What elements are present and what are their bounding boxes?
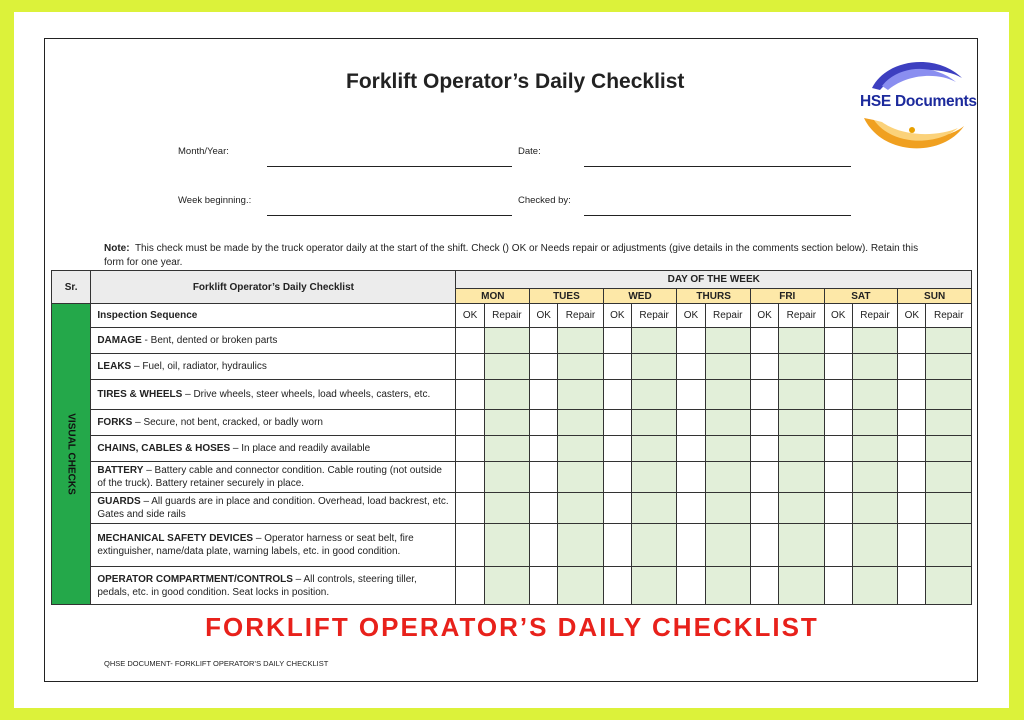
ok-checkbox-sun[interactable]: [898, 328, 926, 354]
ok-checkbox-mon[interactable]: [456, 493, 484, 524]
repair-checkbox-fri[interactable]: [779, 328, 824, 354]
repair-checkbox-sun[interactable]: [926, 524, 972, 567]
checklist-row: [52, 328, 972, 354]
inspection-item: [91, 410, 456, 436]
ok-checkbox-wed[interactable]: [603, 462, 631, 493]
repair-checkbox-thurs[interactable]: [705, 380, 750, 410]
ok-subheader: OK: [824, 304, 852, 328]
ok-checkbox-tues[interactable]: [530, 410, 558, 436]
ok-checkbox-mon[interactable]: [456, 567, 484, 605]
repair-checkbox-sat[interactable]: [852, 462, 897, 493]
logo-text: HSE Documents: [860, 93, 977, 110]
ok-checkbox-fri[interactable]: [750, 493, 778, 524]
repair-checkbox-tues[interactable]: [558, 524, 603, 567]
repair-checkbox-fri[interactable]: [779, 462, 824, 493]
inspection-item-desc: – Operator harness or seat belt, fire extinguisher, name/data plate, warning labels, etc. in good condition.: [97, 533, 414, 557]
repair-checkbox-mon[interactable]: [484, 493, 529, 524]
ok-checkbox-sat[interactable]: [824, 436, 852, 462]
checklist-row: [52, 436, 972, 462]
table-main-header: Forklift Operator’s Daily Checklist: [91, 271, 456, 304]
day-header-wed: WED: [603, 289, 677, 304]
repair-checkbox-wed[interactable]: [631, 493, 676, 524]
repair-subheader: Repair: [926, 304, 972, 328]
repair-subheader: Repair: [779, 304, 824, 328]
checked-by-field[interactable]: [584, 215, 851, 216]
repair-checkbox-mon[interactable]: [484, 380, 529, 410]
day-of-week-header: DAY OF THE WEEK: [456, 271, 972, 289]
inspection-item-desc: – Secure, not bent, cracked, or badly worn: [132, 417, 323, 428]
repair-checkbox-tues[interactable]: [558, 567, 603, 605]
repair-subheader: Repair: [705, 304, 750, 328]
ok-checkbox-tues[interactable]: [530, 354, 558, 380]
ok-checkbox-wed[interactable]: [603, 354, 631, 380]
repair-checkbox-fri[interactable]: [779, 567, 824, 605]
repair-checkbox-thurs[interactable]: [705, 354, 750, 380]
inspection-item-desc: - Bent, dented or broken parts: [141, 335, 278, 346]
ok-checkbox-thurs[interactable]: [677, 354, 705, 380]
ok-checkbox-wed[interactable]: [603, 567, 631, 605]
ok-checkbox-sun[interactable]: [898, 410, 926, 436]
ok-subheader: OK: [456, 304, 484, 328]
ok-checkbox-fri[interactable]: [750, 436, 778, 462]
repair-checkbox-tues[interactable]: [558, 462, 603, 493]
ok-checkbox-wed[interactable]: [603, 524, 631, 567]
repair-checkbox-sun[interactable]: [926, 567, 972, 605]
ok-checkbox-tues[interactable]: [530, 328, 558, 354]
ok-subheader: OK: [603, 304, 631, 328]
ok-checkbox-sat[interactable]: [824, 380, 852, 410]
ok-checkbox-sun[interactable]: [898, 567, 926, 605]
repair-checkbox-tues[interactable]: [558, 410, 603, 436]
ok-checkbox-fri[interactable]: [750, 524, 778, 567]
inspection-item: [91, 380, 456, 410]
repair-checkbox-wed[interactable]: [631, 524, 676, 567]
ok-subheader: OK: [898, 304, 926, 328]
ok-checkbox-wed[interactable]: [603, 328, 631, 354]
day-header-thurs: THURS: [677, 289, 751, 304]
banner-title: FORKLIFT OPERATOR’S DAILY CHECKLIST: [205, 612, 819, 642]
inspection-item-desc: – All controls, steering tiller, pedals, etc. in good condition. Seat locks in position.: [97, 573, 417, 598]
repair-checkbox-wed[interactable]: [631, 328, 676, 354]
repair-checkbox-fri[interactable]: [779, 493, 824, 524]
repair-checkbox-sat[interactable]: [852, 380, 897, 410]
repair-checkbox-mon[interactable]: [484, 436, 529, 462]
repair-checkbox-sun[interactable]: [926, 436, 972, 462]
ok-checkbox-thurs[interactable]: [677, 380, 705, 410]
repair-checkbox-fri[interactable]: [779, 524, 824, 567]
inspection-item-name: OPERATOR COMPARTMENT/CONTROLS: [97, 573, 293, 585]
ok-checkbox-tues[interactable]: [530, 524, 558, 567]
sr-header: Sr.: [52, 271, 91, 304]
ok-checkbox-wed[interactable]: [603, 493, 631, 524]
ok-checkbox-sun[interactable]: [898, 436, 926, 462]
day-header-fri: FRI: [750, 289, 824, 304]
repair-subheader: Repair: [852, 304, 897, 328]
ok-checkbox-mon[interactable]: [456, 328, 484, 354]
repair-checkbox-thurs[interactable]: [705, 328, 750, 354]
repair-checkbox-sun[interactable]: [926, 380, 972, 410]
ok-checkbox-mon[interactable]: [456, 380, 484, 410]
ok-checkbox-mon[interactable]: [456, 524, 484, 567]
ok-checkbox-thurs[interactable]: [677, 410, 705, 436]
inspection-item-name: MECHANICAL SAFETY DEVICES: [97, 533, 254, 544]
repair-checkbox-sat[interactable]: [852, 410, 897, 436]
ok-checkbox-sat[interactable]: [824, 354, 852, 380]
repair-checkbox-fri[interactable]: [779, 410, 824, 436]
note-text: [104, 242, 924, 270]
inspection-item: [91, 436, 456, 462]
repair-checkbox-wed[interactable]: [631, 436, 676, 462]
checklist-row: [52, 354, 972, 380]
repair-checkbox-sat[interactable]: [852, 328, 897, 354]
ok-checkbox-fri[interactable]: [750, 410, 778, 436]
ok-checkbox-tues[interactable]: [530, 567, 558, 605]
ok-checkbox-thurs[interactable]: [677, 462, 705, 493]
inspection-item-name: DAMAGE: [97, 335, 142, 346]
repair-checkbox-mon[interactable]: [484, 567, 529, 605]
ok-checkbox-tues[interactable]: [530, 380, 558, 410]
ok-checkbox-tues[interactable]: [530, 436, 558, 462]
repair-checkbox-sun[interactable]: [926, 354, 972, 380]
ok-checkbox-fri[interactable]: [750, 462, 778, 493]
inspection-item-name: LEAKS: [97, 361, 132, 372]
ok-checkbox-mon[interactable]: [456, 462, 484, 493]
repair-checkbox-mon[interactable]: [484, 462, 529, 493]
repair-checkbox-wed[interactable]: [631, 567, 676, 605]
ok-checkbox-sat[interactable]: [824, 328, 852, 354]
ok-checkbox-mon[interactable]: [456, 436, 484, 462]
repair-checkbox-sat[interactable]: [852, 524, 897, 567]
date-label: Date:: [518, 146, 541, 157]
inspection-item-name: GUARDS: [97, 496, 141, 507]
repair-subheader: Repair: [484, 304, 529, 328]
inspection-item-desc: – Drive wheels, steer wheels, load wheels, casters, etc.: [182, 389, 431, 400]
ok-checkbox-sun[interactable]: [898, 380, 926, 410]
repair-checkbox-mon[interactable]: [484, 524, 529, 567]
repair-checkbox-tues[interactable]: [558, 436, 603, 462]
repair-checkbox-sun[interactable]: [926, 410, 972, 436]
repair-checkbox-fri[interactable]: [779, 436, 824, 462]
repair-checkbox-wed[interactable]: [631, 354, 676, 380]
ok-checkbox-fri[interactable]: [750, 567, 778, 605]
inspection-item-name: FORKS: [97, 417, 133, 428]
repair-checkbox-wed[interactable]: [631, 462, 676, 493]
repair-checkbox-sun[interactable]: [926, 328, 972, 354]
checklist-row: [52, 567, 972, 605]
ok-checkbox-sun[interactable]: [898, 524, 926, 567]
note-body: This check must be made by the truck operator daily at the start of the shift. Check () OK or Needs repair or adjustments (give details in the comments section below). Retain this form for one year.: [104, 243, 919, 268]
repair-checkbox-mon[interactable]: [484, 410, 529, 436]
ok-checkbox-wed[interactable]: [603, 380, 631, 410]
day-header-tues: TUES: [530, 289, 604, 304]
repair-checkbox-wed[interactable]: [631, 380, 676, 410]
repair-checkbox-tues[interactable]: [558, 328, 603, 354]
repair-checkbox-mon[interactable]: [484, 354, 529, 380]
repair-checkbox-thurs[interactable]: [705, 436, 750, 462]
inspection-item: [91, 493, 456, 524]
ok-checkbox-sat[interactable]: [824, 493, 852, 524]
repair-checkbox-sat[interactable]: [852, 567, 897, 605]
checklist-row: [52, 493, 972, 524]
ok-subheader: OK: [750, 304, 778, 328]
repair-checkbox-sun[interactable]: [926, 462, 972, 493]
repair-checkbox-thurs[interactable]: [705, 410, 750, 436]
ok-checkbox-sun[interactable]: [898, 354, 926, 380]
ok-subheader: OK: [677, 304, 705, 328]
repair-checkbox-thurs[interactable]: [705, 524, 750, 567]
checklist-row: [52, 524, 972, 567]
inspection-item: [91, 567, 456, 605]
ok-checkbox-thurs[interactable]: [677, 328, 705, 354]
ok-checkbox-thurs[interactable]: [677, 436, 705, 462]
checklist-row: [52, 462, 972, 493]
inspection-item: [91, 328, 456, 354]
ok-checkbox-sat[interactable]: [824, 410, 852, 436]
ok-checkbox-tues[interactable]: [530, 493, 558, 524]
ok-checkbox-thurs[interactable]: [677, 493, 705, 524]
ok-subheader: OK: [530, 304, 558, 328]
inspection-item-desc: – All guards are in place and condition. Overhead, load backrest, etc. Gates and side rails: [97, 496, 449, 520]
ok-checkbox-sat[interactable]: [824, 567, 852, 605]
ok-checkbox-fri[interactable]: [750, 354, 778, 380]
ok-checkbox-fri[interactable]: [750, 328, 778, 354]
inspection-item: [91, 462, 456, 493]
day-header-mon: MON: [456, 289, 530, 304]
repair-checkbox-tues[interactable]: [558, 354, 603, 380]
month-year-label: Month/Year:: [178, 146, 229, 157]
inspection-item-desc: – Fuel, oil, radiator, hydraulics: [131, 361, 267, 372]
inspection-item: [91, 524, 456, 567]
inspection-item-name: TIRES & WHEELS: [97, 389, 183, 400]
inspection-item: [91, 354, 456, 380]
ok-checkbox-tues[interactable]: [530, 462, 558, 493]
note-label: Note:: [104, 243, 130, 254]
week-beginning-field[interactable]: [267, 215, 512, 216]
checked-by-label: Checked by:: [518, 195, 571, 206]
checklist-table: [51, 270, 972, 605]
repair-checkbox-fri[interactable]: [779, 354, 824, 380]
repair-checkbox-sat[interactable]: [852, 436, 897, 462]
ok-checkbox-mon[interactable]: [456, 354, 484, 380]
inspection-item-name: BATTERY: [97, 465, 144, 476]
checklist-row: [52, 380, 972, 410]
repair-checkbox-tues[interactable]: [558, 380, 603, 410]
repair-checkbox-thurs[interactable]: [705, 567, 750, 605]
ok-checkbox-sun[interactable]: [898, 462, 926, 493]
repair-checkbox-tues[interactable]: [558, 493, 603, 524]
ok-checkbox-mon[interactable]: [456, 410, 484, 436]
inspection-item-name: CHAINS, CABLES & HOSES: [97, 443, 231, 454]
ok-checkbox-sat[interactable]: [824, 462, 852, 493]
repair-checkbox-sat[interactable]: [852, 354, 897, 380]
inspection-item-desc: – In place and readily available: [230, 443, 371, 454]
day-header-sat: SAT: [824, 289, 898, 304]
ok-checkbox-sun[interactable]: [898, 493, 926, 524]
repair-checkbox-thurs[interactable]: [705, 493, 750, 524]
repair-checkbox-sun[interactable]: [926, 493, 972, 524]
ok-checkbox-wed[interactable]: [603, 410, 631, 436]
ok-checkbox-thurs[interactable]: [677, 567, 705, 605]
ok-checkbox-wed[interactable]: [603, 436, 631, 462]
month-year-field[interactable]: [267, 166, 512, 167]
repair-checkbox-sat[interactable]: [852, 493, 897, 524]
visual-checks-side-label: VISUAL CHECKS: [52, 304, 91, 605]
repair-checkbox-fri[interactable]: [779, 380, 824, 410]
repair-subheader: Repair: [558, 304, 603, 328]
day-header-sun: SUN: [898, 289, 972, 304]
checklist-row: [52, 410, 972, 436]
document-title: Forklift Operator’s Daily Checklist: [346, 70, 685, 93]
ok-checkbox-thurs[interactable]: [677, 524, 705, 567]
ok-checkbox-sat[interactable]: [824, 524, 852, 567]
repair-subheader: Repair: [631, 304, 676, 328]
repair-checkbox-thurs[interactable]: [705, 462, 750, 493]
date-field[interactable]: [584, 166, 851, 167]
inspection-item-desc: – Battery cable and connector condition. Cable routing (not outside of the truck). Battery retainer securely in place.: [97, 465, 442, 489]
repair-checkbox-mon[interactable]: [484, 328, 529, 354]
week-beginning-label: Week beginning.:: [178, 195, 252, 206]
ok-checkbox-fri[interactable]: [750, 380, 778, 410]
inspection-sequence-header: Inspection Sequence: [91, 304, 456, 328]
footer-text: QHSE DOCUMENT- FORKLIFT OPERATOR’S DAILY CHECKLIST: [104, 659, 329, 668]
repair-checkbox-wed[interactable]: [631, 410, 676, 436]
